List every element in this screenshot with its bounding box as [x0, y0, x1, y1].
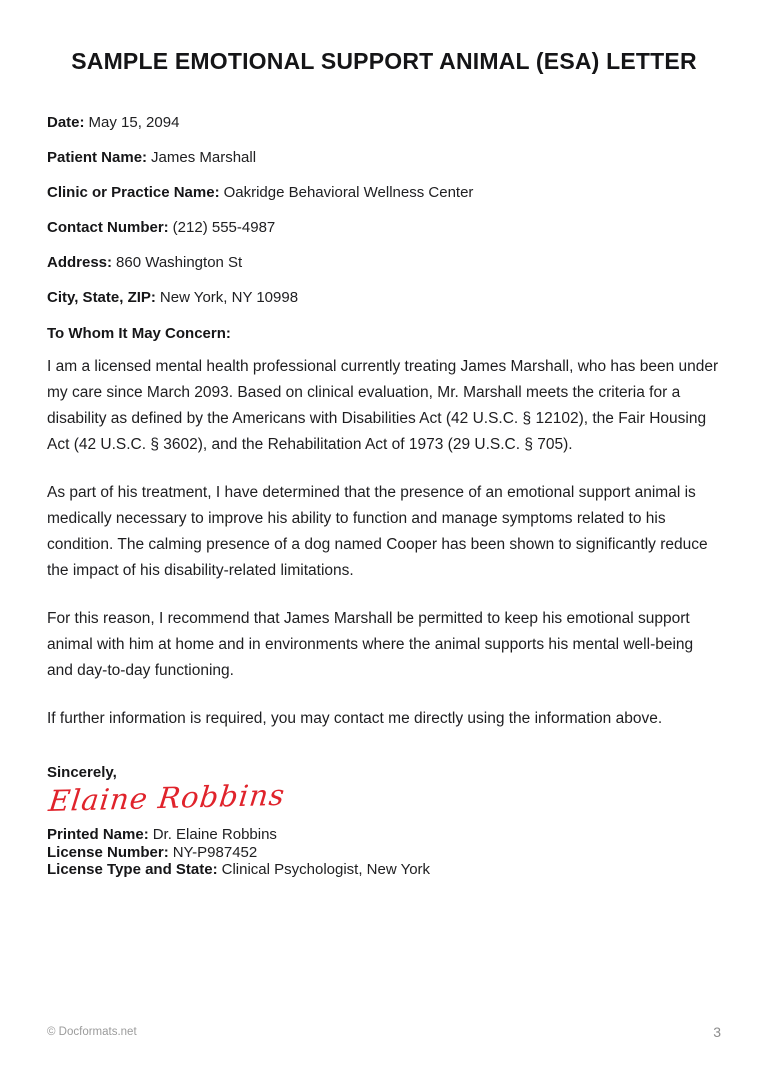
paragraph: If further information is required, you may contact me directly using the information above.	[47, 710, 663, 727]
detail-value: Dr. Elaine Robbins	[152, 826, 277, 843]
field-row-clinic-name	[47, 185, 721, 201]
field-label: Date:	[47, 114, 85, 131]
field-label: City, State, ZIP:	[47, 289, 156, 306]
closing-sincerely: Sincerely,	[47, 764, 117, 781]
detail-label: License Number:	[47, 843, 169, 861]
page-number: 3	[713, 1024, 721, 1040]
signer-detail-row-license-type	[47, 861, 721, 879]
signer-detail-row-license-number	[47, 844, 721, 862]
paragraph: I am a licensed mental health professional currently treating James Marshall, who has been under my care since March 2093. Based on clinical evaluation, Mr. Marshall meets the criteria for a disability as defined by the Americans with Disabilities Act (42 U.S.C. § 12102), the Fair Housing Act (42 U.S.C. § 3602), and the Rehabilitation Act of 1973 (29 U.S.C. § 705).	[47, 358, 719, 453]
field-value: New York, NY 10998	[159, 289, 299, 306]
field-value: James Marshall	[151, 149, 257, 166]
field-label: Address:	[47, 254, 113, 271]
paragraph: For this reason, I recommend that James Marshall be permitted to keep his emotional support animal with him at home and in environments where the animal supports his mental well-being and day-to-day functioning.	[47, 610, 694, 679]
detail-value: Clinical Psychologist, New York	[221, 861, 431, 878]
footer	[47, 1024, 721, 1040]
footer-copyright: © Docformats.net	[47, 1026, 137, 1038]
signer-details	[47, 826, 721, 879]
field-row-city-state-zip	[47, 290, 721, 306]
detail-label: Printed Name:	[47, 826, 149, 843]
field-row-date	[47, 115, 721, 131]
detail-value: NY-P987452	[172, 843, 258, 861]
paragraph: As part of his treatment, I have determined that the presence of an emotional support animal is medically necessary to improve his ability to function and manage symptoms related to his condition. The calming presence of a dog named Cooper has been shown to significantly reduce the impact of his disability-related limitations.	[47, 484, 708, 579]
field-row-patient-name	[47, 150, 721, 166]
field-label: Contact Number:	[47, 219, 169, 236]
field-label: Clinic or Practice Name:	[47, 184, 220, 201]
field-value: (212) 555-4987	[172, 219, 276, 236]
field-value: May 15, 2094	[88, 114, 180, 131]
page-title: SAMPLE EMOTIONAL SUPPORT ANIMAL (ESA) LETTER	[71, 48, 697, 74]
detail-label: License Type and State:	[47, 861, 218, 878]
signer-detail-row-printed-name	[47, 826, 721, 844]
salutation: To Whom It May Concern:	[47, 325, 231, 342]
header-fields	[47, 115, 721, 306]
field-label: Patient Name:	[47, 149, 148, 166]
field-value: Oakridge Behavioral Wellness Center	[223, 184, 474, 201]
field-value: 860 Washington St	[116, 254, 243, 271]
signature: Elaine Robbins	[47, 777, 287, 818]
field-row-address	[47, 255, 721, 271]
field-row-contact-number	[47, 220, 721, 236]
